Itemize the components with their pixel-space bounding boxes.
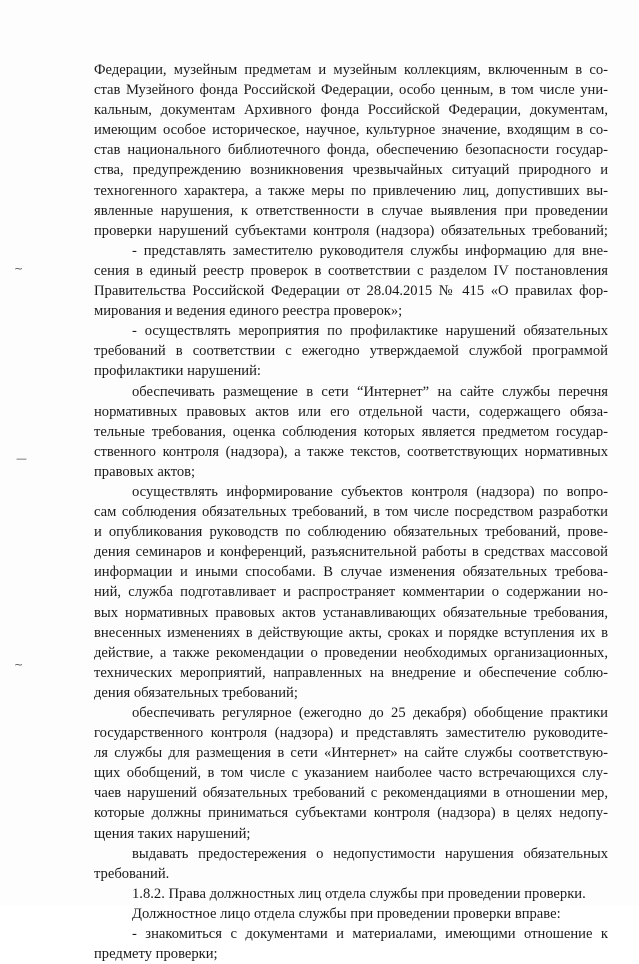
text-line: которые должны приниматься субъектами контроля (надзора) в целях недопу- [94, 805, 608, 822]
text-line: требований. [94, 865, 170, 882]
text-line: имеющим особое историческое, научное, культурное значение, входящим в со- [94, 122, 608, 139]
text-line: технических мероприятий, направленных на внедрение и обеспечение соблю- [94, 664, 608, 681]
text-line: обеспечивать размещение в сети “Интернет” на сайте службы перечня [132, 383, 608, 400]
text-line: чаев нарушений обязательных требований с рекомендациями в отношении мер, [94, 785, 608, 802]
text-line: щения таких нарушений; [94, 825, 251, 842]
text-line: - осуществлять мероприятия по профилактике нарушений обязательных [132, 323, 608, 340]
text-line: сения в единый реестр проверок в соответствии с разделом IV постановления [94, 262, 608, 279]
text-line: - знакомиться с документами и материалами, имеющими отношение к [132, 926, 608, 943]
document-body-text [94, 60, 608, 964]
text-line: проверки нарушений субъектами контроля (надзора) обязательных требований; [94, 222, 608, 239]
text-line: ства, предупреждению возникновения чрезвычайных ситуаций природного и [94, 162, 608, 179]
text-line: техногенного характера, а также меры по привлечению лиц, допустивших вы- [94, 182, 608, 199]
text-line: внесенных изменениях в действующие акты, сроках и порядке вступления их в [94, 624, 608, 641]
text-line: Должностное лицо отдела службы при проведении проверки вправе: [132, 905, 561, 922]
text-line: явленные нарушения, к ответственности в случае выявления при проведении [94, 202, 608, 219]
text-line: правовых актов; [94, 463, 196, 480]
text-line: став Музейного фонда Российской Федерации, особо ценным, в том числе уни- [94, 82, 608, 99]
text-line: ственного контроля (надзора), а также текстов, соответствующих нормативных [94, 443, 608, 460]
text-line: информации и иными способами. В случае изменения обязательных требова- [94, 564, 608, 581]
text-line: став национального библиотечного фонда, обеспечению безопасности государ- [94, 142, 608, 159]
text-line: государственного контроля (надзора) и представлять заместителю руководите- [94, 725, 608, 742]
text-line: вых нормативных правовых актов устанавливающих обязательные требования, [94, 604, 608, 621]
text-line: щих обобщений, в том числе с указанием наиболее часто встречающихся слу- [94, 765, 608, 782]
text-line: профилактики нарушений: [94, 363, 261, 380]
text-line: ний, служба подготавливает и распространяет комментарии о содержании но- [94, 584, 608, 601]
text-line: выдавать предостережения о недопустимости нарушения обязательных [132, 845, 608, 862]
binding-hole-mark: — [16, 452, 27, 465]
text-line: ля службы для размещения в сети «Интернет» на сайте службы соответствую- [94, 745, 608, 762]
text-line: предмету проверки; [94, 946, 218, 963]
text-line: 1.8.2. Права должностных лиц отдела службы при проведении проверки. [132, 885, 586, 902]
text-line: мирования и ведения единого реестра проверок»; [94, 303, 403, 320]
text-line: и опубликования руководств по соблюдению обязательных требований, прове- [94, 524, 608, 541]
text-line: дения обязательных требований; [94, 684, 298, 701]
text-line: действие, а также рекомендации о проведении необходимых организационных, [94, 644, 608, 661]
text-line: нормативных правовых актов или его отдельной части, содержащего обяза- [94, 403, 608, 420]
text-line: дения семинаров и конференций, разъяснительной работы в средствах массовой [94, 544, 608, 561]
text-line: Правительства Российской Федерации от 28.04.2015 № 415 «О правилах фор- [94, 283, 608, 300]
text-line: обеспечивать регулярное (ежегодно до 25 декабря) обобщение практики [132, 705, 608, 721]
text-line: тельные требования, оценка соблюдения которых является предметом государ- [94, 423, 608, 440]
binding-hole-mark: ~ [14, 658, 24, 671]
text-line: осуществлять информирование субъектов контроля (надзора) по вопро- [132, 483, 608, 500]
binding-hole-mark: ~ [14, 262, 24, 275]
text-line: - представлять заместителю руководителя службы информацию для вне- [132, 242, 608, 259]
text-line: требований в соответствии с ежегодно утверждаемой службой программой [94, 343, 608, 360]
text-line: Федерации, музейным предметам и музейным коллекциям, включенным в со- [94, 62, 608, 78]
text-line: кальным, документам Архивного фонда Российской Федерации, документам, [94, 102, 608, 119]
text-line: сам соблюдения обязательных требований, в том числе посредством разработки [94, 504, 608, 521]
